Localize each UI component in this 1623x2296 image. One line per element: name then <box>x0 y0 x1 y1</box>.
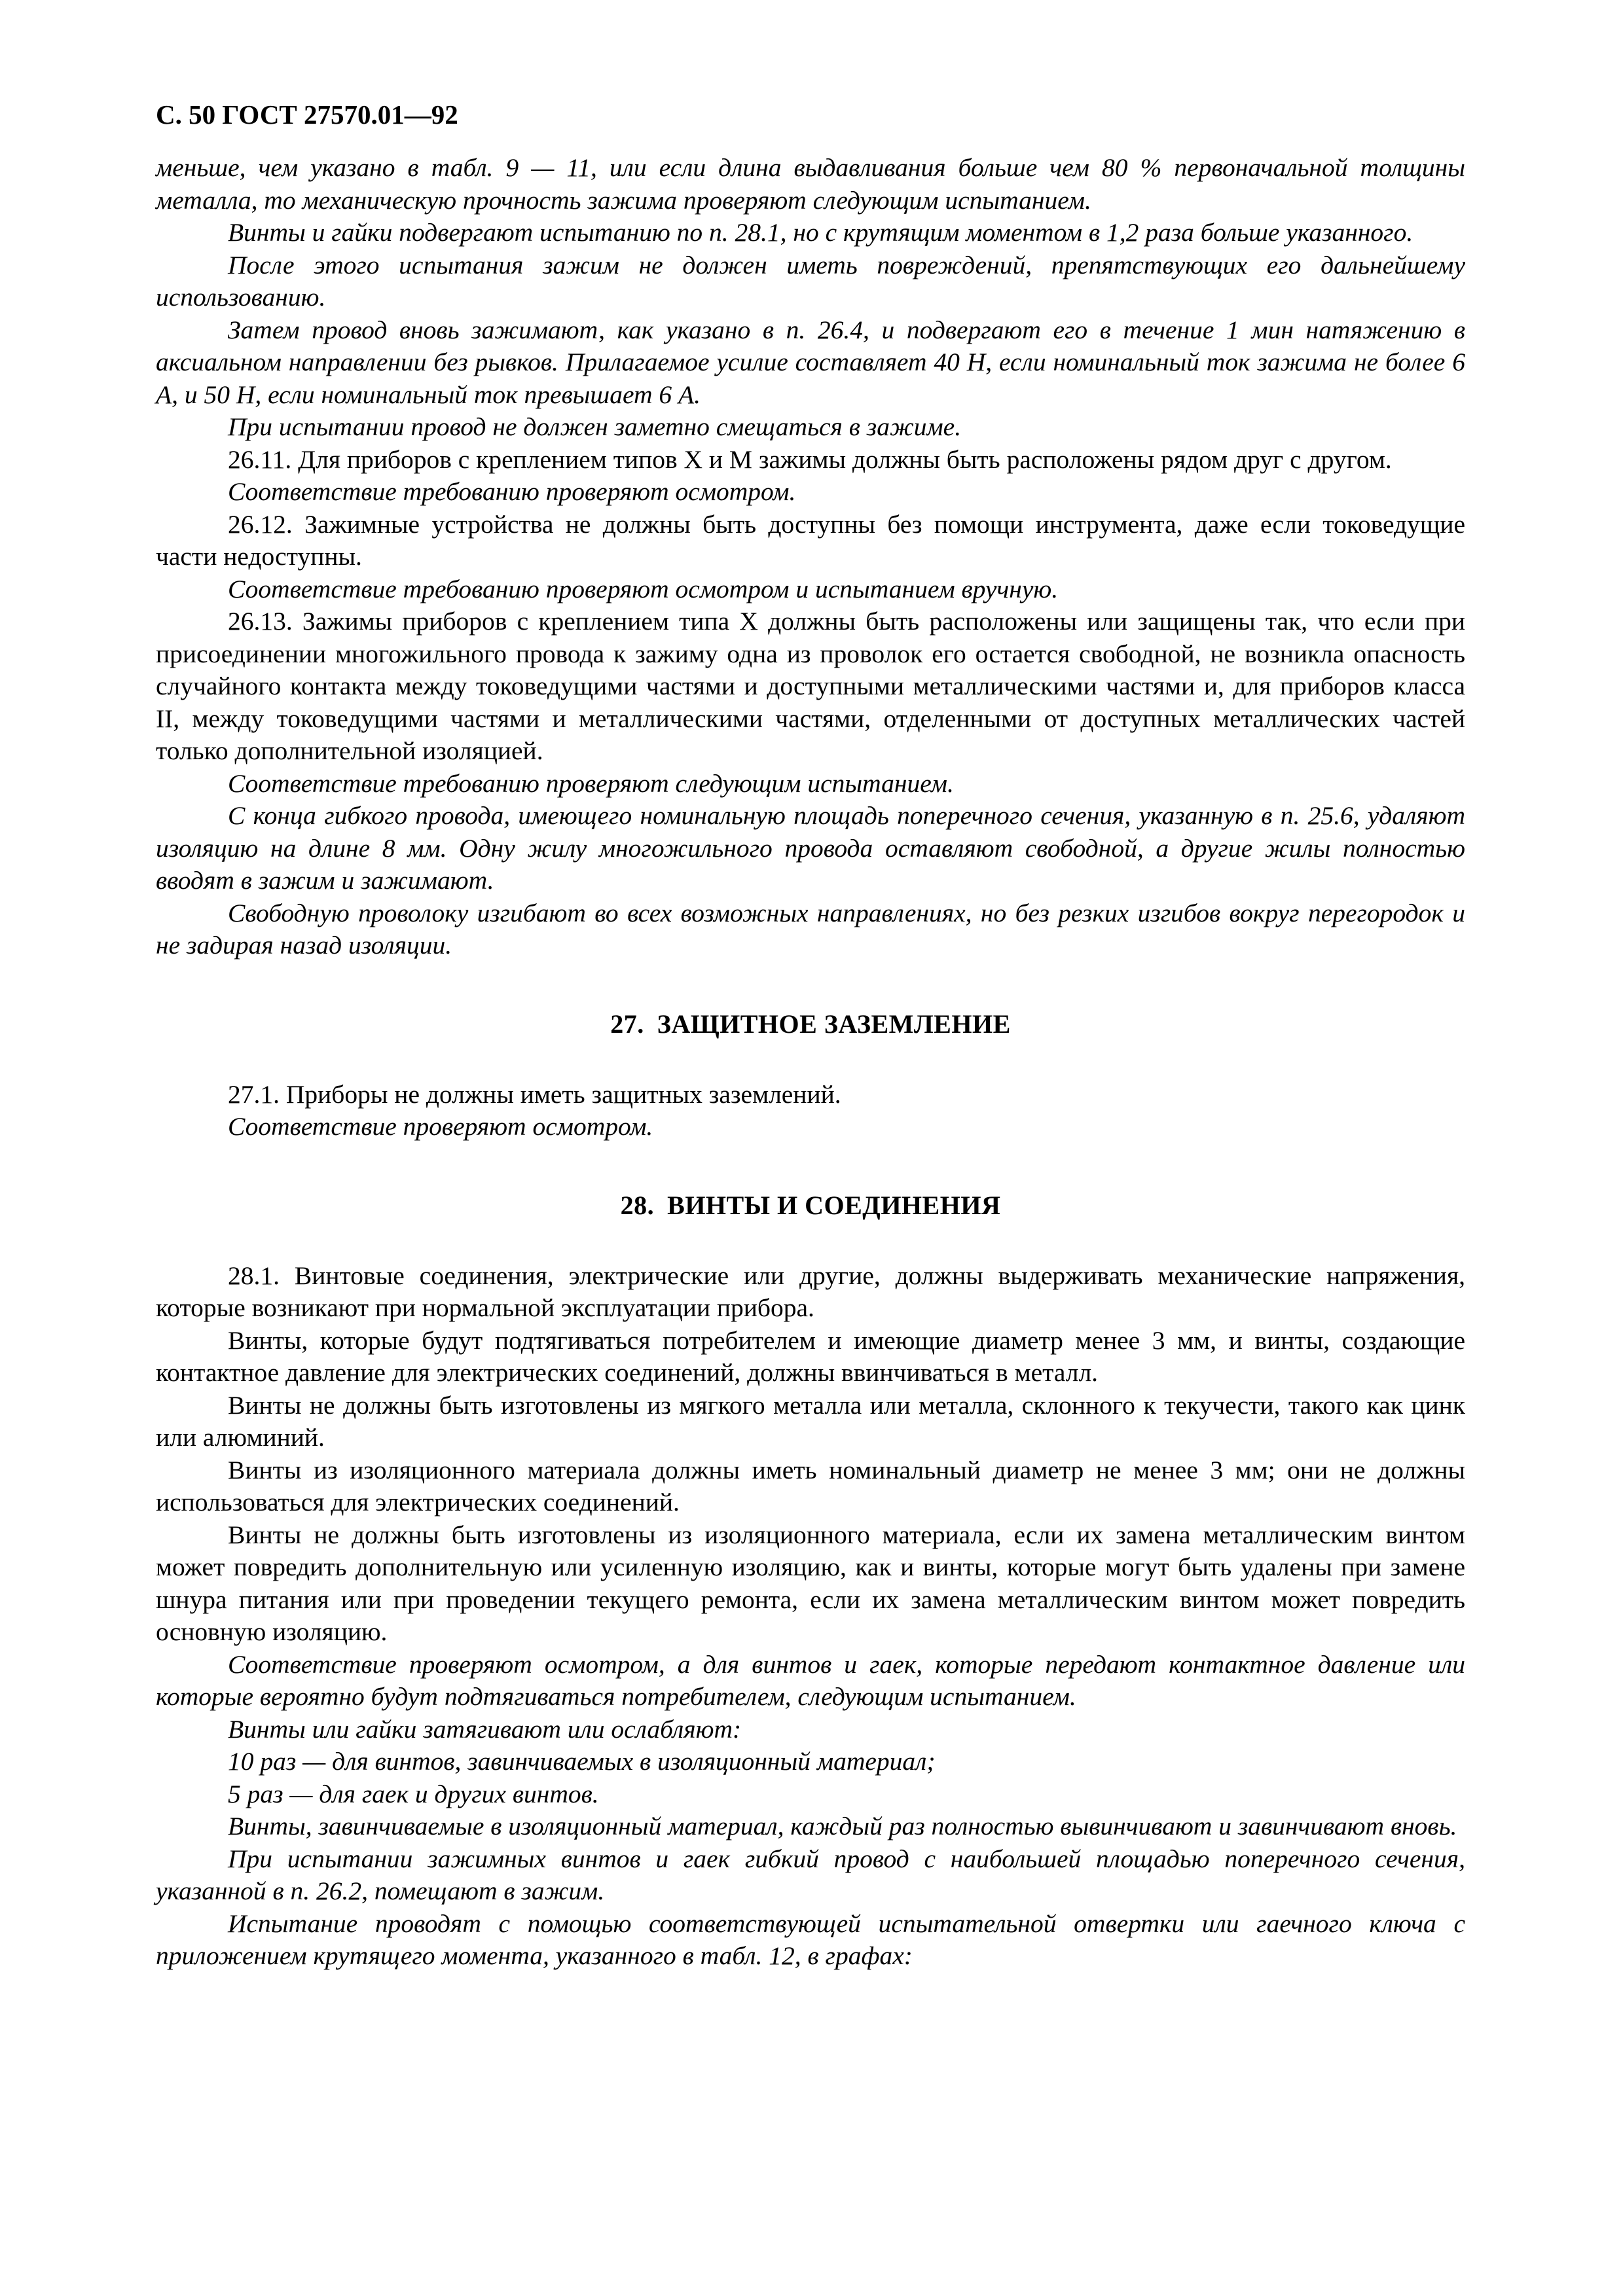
paragraph: Соответствие требованию проверяют осмотром. <box>228 477 796 506</box>
clause-28-1: 28.1. Винтовые соединения, электрические или другие, должны выдерживать механические напряжения, которые возникают при нормальной эксплуатации прибора. <box>156 1261 1465 1322</box>
clause-26-11: 26.11. Для приборов с креплением типов X и М зажимы должны быть расположены рядом друг с другом. <box>228 444 1392 474</box>
page-header: С. 50 ГОСТ 27570.01—92 <box>156 99 458 130</box>
paragraph: Винты и гайки подвергают испытанию по п. 28.1, но с крутящим моментом в 1,2 раза больше указанного. <box>228 218 1413 247</box>
section-number: 27. <box>610 1009 644 1039</box>
paragraph: После этого испытания зажим не должен иметь повреждений, препятствующих его дальнейшему использованию. <box>156 250 1465 312</box>
paragraph: меньше, чем указано в табл. 9 — 11, или если длина выдавливания больше чем 80 % первоначальной толщины металла, то механическую прочность зажима проверяют следующим испытанием. <box>156 153 1465 215</box>
section-number: 28. <box>620 1190 655 1220</box>
continued-block <box>156 152 1465 962</box>
paragraph: Соответствие проверяют осмотром, а для винтов и гаек, которые передают контактное давление или которые вероятно будут подтягиваться потребителем, следующим испытанием. <box>156 1649 1465 1711</box>
section-28-body <box>156 1260 1465 1973</box>
section-27-heading <box>156 1008 1465 1041</box>
paragraph: Соответствие требованию проверяют осмотром и испытанием вручную. <box>228 574 1059 603</box>
clause-26-12: 26.12. Зажимные устройства не должны быть доступны без помощи инструмента, даже если токоведущие части недоступны. <box>156 509 1465 571</box>
paragraph: Соответствие проверяют осмотром. <box>228 1112 653 1141</box>
paragraph: Испытание проводят с помощью соответствующей испытательной отвертки или гаечного ключа с приложением крутящего момента, указанного в табл. 12, в графах: <box>156 1909 1465 1970</box>
paragraph: Винты, которые будут подтягиваться потребителем и имеющие диаметр менее 3 мм, и винты, создающие контактное давление для электрических соединений, должны ввинчиваться в металл. <box>156 1325 1465 1387</box>
section-title: ЗАЩИТНОЕ ЗАЗЕМЛЕНИЕ <box>657 1009 1011 1039</box>
list-item: 10 раз — для винтов, завинчиваемых в изоляционный материал; <box>228 1747 936 1776</box>
paragraph: Соответствие требованию проверяют следующим испытанием. <box>228 768 954 798</box>
list-item: 5 раз — для гаек и других винтов. <box>228 1779 599 1808</box>
clause-26-13: 26.13. Зажимы приборов с креплением типа X должны быть расположены или защищены так, что если при присоединении многожильного провода к зажиму одна из проволок его остается свободной, не возникла опасность случайного контакта между токоведущими частями и доступными металлическими частями и, для приборов класса II, между токоведущими частями и металлическими частями, отделенными от доступных металлических частей только дополнительной изоляцией. <box>156 607 1465 765</box>
document-page <box>156 98 1465 1973</box>
section-27-body <box>156 1079 1465 1143</box>
paragraph: Винты или гайки затягивают или ослабляют: <box>228 1714 742 1744</box>
paragraph: С конца гибкого провода, имеющего номинальную площадь поперечного сечения, указанную в п. 25.6, удаляют изоляцию на длине 8 мм. Одну жилу многожильного провода оставляют свободной, а другие жилы полностью вводят в зажим и зажимают. <box>156 801 1465 895</box>
section-title: ВИНТЫ И СОЕДИНЕНИЯ <box>667 1190 1001 1220</box>
paragraph: При испытании зажимных винтов и гаек гибкий провод с наибольшей площадью поперечного сечения, указанной в п. 26.2, помещают в зажим. <box>156 1844 1465 1905</box>
paragraph: Винты из изоляционного материала должны иметь номинальный диаметр не менее 3 мм; они не должны использоваться для электрических соединений. <box>156 1455 1465 1516</box>
paragraph: Винты не должны быть изготовлены из изоляционного материала, если их замена металлическим винтом может повредить дополнительную или усиленную изоляцию, как и винты, которые могут быть удалены при замене шнура питания или при проведении текущего ремонта, если их замена металлическим винтом может повредить основную изоляцию. <box>156 1520 1465 1646</box>
clause-27-1: 27.1. Приборы не должны иметь защитных заземлений. <box>228 1079 841 1109</box>
paragraph: Свободную проволоку изгибают во всех возможных направлениях, но без резких изгибов вокруг перегородок и не задирая назад изоляции. <box>156 898 1465 960</box>
paragraph: При испытании провод не должен заметно смещаться в зажиме. <box>228 412 962 441</box>
section-28-heading <box>156 1189 1465 1222</box>
paragraph: Затем провод вновь зажимают, как указано в п. 26.4, и подвергают его в течение 1 мин натяжению в аксиальном направлении без рывков. Прилагаемое усилие составляет 40 Н, если номинальный ток зажима не более 6 А, и 50 Н, если номинальный ток превышает 6 А. <box>156 315 1465 409</box>
paragraph: Винты, завинчиваемые в изоляционный материал, каждый раз полностью вывинчивают и завинчивают вновь. <box>228 1812 1457 1840</box>
paragraph: Винты не должны быть изготовлены из мягкого металла или металла, склонного к текучести, такого как цинк или алюминий. <box>156 1390 1465 1452</box>
